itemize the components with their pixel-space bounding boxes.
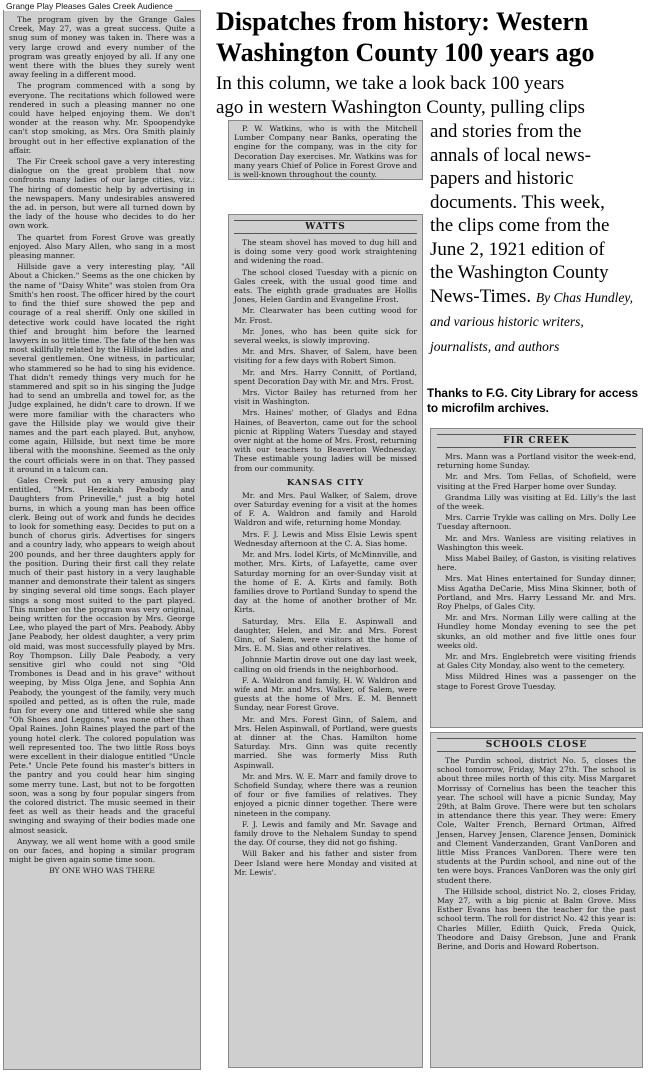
clip-grange-article — [3, 10, 201, 1070]
intro-line: June 2, 1921 edition of — [430, 238, 605, 260]
schools-close-paragraph: The Purdin school, district No. 5, closes the school tomorrow, Friday, May 27th. The school is about three miles north of this city. Miss Margaret Morrissy of Cornelius has been the teacher this year. The school will have a picnic Sunday, May 29th, at Balm Grove. There were but ten scholars in attendance there this year. They were: Emery Cole, Walter French, Bernard Ortman, Alfred Jensen, Harvey Jensen, Clarence Jensen, Dominick and Clement Vanderzanden, Grant VanDoren and little Miss Frances VanDoren. There were ten students at the Purdin school, and nine out of the ten were boys. Frances VanDoren was the only girl student there. — [437, 756, 636, 885]
fir-creek-paragraph: Mrs. Mat Hines entertained for Sunday dinner, Miss Agatha DeCarie, Miss Mina Skinner, both of Portland, and Mrs. Harry Lessand Mr. and Mrs. Roy Phelps, of Gales City. — [437, 574, 636, 612]
intro-line: documents. This week, — [430, 191, 605, 213]
intro-block-top — [216, 72, 646, 119]
kansas-heading: KANSAS CITY — [286, 477, 365, 488]
kansas-paragraph: F. A. Waldron and family, H. W. Waldron and wife and Mr. and Mrs. Walker, of Salem, were guests at the home of Mrs. E. M. Bennett Sunday, near Forest Grove. — [234, 675, 417, 713]
fir-creek-paragraph: Mrs. Carrie Trykle was calling on Mrs. Dolly Lee Tuesday afternoon. — [437, 513, 636, 532]
grange-paragraph: The Fir Creek school gave a very interesting dialogue on the great problem that now confronts many ladies of our large cities, viz.: The hiring of domestic help by advertising in the newspapers. Many undesirables answered the ad. in person, but were all turned down by the lady of the house who decides to do her own work. — [9, 157, 195, 231]
kansas-paragraph: Will Baker and his father and sister from Deer Island were here Monday and visited at Mr. Lewis'. — [234, 849, 417, 877]
fir-creek-paragraph: Mrs. Mann was a Portland visitor the week-end, returning home Sunday. — [437, 452, 636, 471]
grange-paragraph: Hillside gave a very interesting play, "All About a Chicken." Seems as the one chicken by the name of "Daisy White" was stolen from Ora Smith's hen roost. The officer hired by the court to find the thief sure showed the pep and courage of a real sheriff. Only one skilled in detective work could have located the right thief and brought him before the learned lawyers in so little time. The fate of the hen was most skillfully related by the Hillside ladies and several gentlemen. One witness, in particular, who stammered so he had to sing his evidence. That didn't remedy things very much for he stammered and spit so in his singing the Judge had to send an umbrella and towel for, as the Judge explained, he didn't care to drown. If we were more familiar with the characters who gave the Hillside play we would give their names and the part each played. But, anyhow, come again, Hillside, but next time be more liberal with the moonshine. Seemed as the only the court officials were in on that. They passed it around in a talcum can. — [9, 262, 195, 474]
fir-creek-paragraph: Mr. and Mrs. Tom Fellas, of Schofield, were visiting at the Fred Harper home over Sunday. — [437, 472, 636, 491]
intro-line — [430, 285, 646, 359]
watts-paragraph: The school closed Tuesday with a picnic on Gales creek, with the usual good time and eats. The eighth grade graduates are Hollis Jones, Helen Gardin and Evangeline Frost. — [234, 267, 417, 305]
fir-creek-heading: FIR CREEK — [437, 434, 636, 448]
grange-paragraph: The program commenced with a song by everyone. The recitations which followed were rendered in such a pleasing manner no one could have helped enjoying them. We don't wonder at the reason why. Mr. Spoopendyke can't stop smoking, as Mrs. Ora Smith plainly brought out in her effective explanation of the affair. — [9, 81, 195, 155]
intro-line: annals of local news- — [430, 144, 591, 166]
intro-last-line: News-Times. — [430, 285, 532, 307]
watts-paragraph: Mrs. Haines' mother, of Gladys and Edna Haines, of Beaverton, came out for the school picnic at Rippling Waters Tuesday and stayed over night at the home of Mrs. Frost, returning with our teachers to Beaverton Wednesday. These estimable young ladies will be missed from our community. — [234, 408, 417, 473]
intro-line: papers and historic — [430, 168, 574, 189]
watts-paragraph: Mr. and Mrs. Shaver, of Salem, have been visiting for a few days with Robert Simon. — [234, 347, 417, 366]
watts-paragraph: Mr. and Mrs. Harry Connitt, of Portland, spent Decoration Day with Mr. and Mrs. Frost. — [234, 367, 417, 386]
grange-paragraph: Anyway, we all went home with a good smile on our faces, and hoping a similar program might be given again some time soon. — [9, 836, 195, 865]
intro-line: the Washington County — [430, 262, 609, 283]
clip-schools-close — [430, 732, 643, 1068]
fir-creek-paragraph: Mr. and Mrs. Norman Lilly were calling at the Hundley home Monday evening to see the pet skunks, an old mother and five little ones four weeks old. — [437, 613, 636, 650]
fir-creek-paragraph: Mr. and Mrs. Wanless are visiting relatives in Washington this week. — [437, 533, 636, 552]
byline: By Chas Hundley, and various historic writers, journalists, and authors — [430, 289, 634, 354]
kansas-paragraph: Saturday, Mrs. Ella E. Aspinwall and daughter, Helen, and Mr. and Mrs. Forest Ginn, of Salem, were visitors at the home of Mrs. E. M. Sias and other relatives. — [234, 616, 417, 654]
intro-line: ago in western Washington County, pulling clips — [216, 96, 585, 118]
grange-paragraph: Gales Creek put on a very amusing play entitled, "Mrs. Hezekiah Peabody and Daughters from Prineville," just a big hotel burns, in which a young man has been office clerk. Being out of work and funds he decides to look for something easy. Decides to put on a bunch of chorus girls. Advertises for singers and a country lady, who appears to weigh about 200 pounds, and her three daughters apply for the position. During their first call they relate much of their past history in a very laughable manner and demonstrate their talent as singers by singing several old time songs. Each player sings a song most suited to the part played. This number on the program was very original, being written for the occasion by Mrs. George Lee, who played the part of Mrs. Peabody. Abby Jane Peabody, her oldest daughter, a very prim old maid, was most successfully played by Mrs. Roy Thompson. Lilly Dale Peabody, a very sensitive girl who could not sing "Old Trombones is Dead and in his grave" without weeping, by Miss Olga Jene, and Sophia Ann Peabody, the youngest of the family, very much spoiled and petted, as is often the rule, made fun for every one and tittered while she sang "Oh Shoes and Leggons," was none other than Opal Raines. John Raines played the part of the young hotel clerk. The colored population was well represented too. The two little Ross boys were excellent in their dialogue entitled "Uncle Pete." Uncle Pete found his master's bitters in the pantry and you could hear him singing some merry tune. Last, but not to be forgotten soon, was a song by four popular singers from the colored district. The music seemed in their feet as well as their heads and the graceful swinging and swaying of their bodies made one almost seasick. — [9, 475, 195, 835]
thanks-note: Thanks to F.G. City Library for access to microfilm archives. — [427, 386, 639, 415]
clip-fir-creek — [430, 428, 643, 728]
kansas-paragraph: Mr. and Mrs. Forest Ginn, of Salem, and Mrs. Helen Aspinwall, of Portland, were guests at dinner at the Chas. Hamilton home Saturday. Mrs. Ginn was quite recently married. She was formerly Miss Ruth Aspinwall. — [234, 714, 417, 770]
intro-line: and stories from the — [430, 121, 582, 142]
kansas-paragraph: Mr. and Mrs. Iodel Kirts, of McMinnville, and mother, Mrs. Kirts, of Lafayette, came over Saturday morning for an over-Sunday visit at the home of E. A. Kirts and family. Both families drove to Portland Sunday to spend the day at the home of another brother of Mr. Kirts. — [234, 550, 417, 615]
schools-close-paragraph: The Hillside school, district No. 2, closes Friday, May 27, with a big picnic at Balm Grove. Miss Esther Evans has been the teacher for the past school term. The roll for district No. 42 this year is: Charles Miller, Ediith Quick, Freda Quick, Theodore and Daisy Grebson, June and Frank Berine, and Doris and Howard Robertson. — [437, 886, 636, 952]
watts-paragraph: Mrs. Victor Bailey has returned from her visit in Washington. — [234, 388, 417, 407]
kansas-paragraph: F. J. Lewis and family and Mr. Savage and family drove to the Nehalem Sunday to spend the day. Of course, they did not go fishing. — [234, 819, 417, 848]
fir-creek-paragraph: Mr. and Mrs. Englebretch were visiting friends at Gales City Monday, also went to the cemetery. — [437, 652, 636, 671]
watkins-paragraph: P. W. Watkins, who is with the Mitchell Lumber Company near Banks, operating the engine for the company, was in the city for Decoration Day exercises. Mr. Watkins was for many years Chief of Police in Forest Grove and is well-known throughout the county. — [234, 124, 417, 180]
watts-paragraph: Mr. Jones, who has been quite sick for several weeks, is slowly improving. — [234, 326, 417, 346]
intro-block-side — [430, 120, 646, 358]
clip-watkins — [228, 120, 423, 180]
intro-line: In this column, we take a look back 100 years — [216, 73, 565, 94]
kansas-paragraph: Johnnie Martin drove out one day last week, calling on old friends in the neighborhood. — [234, 655, 417, 674]
fir-creek-paragraph: Grandma Lilly was visiting at Ed. Lilly's the last of the week. — [437, 492, 636, 512]
grange-signoff: BY ONE WHO WAS THERE — [49, 866, 155, 876]
page-headline: Dispatches from history: Western Washington County 100 years ago — [216, 7, 595, 67]
fir-creek-paragraph: Miss Mabel Bailey, of Gaston, is visiting relatives here. — [437, 554, 636, 573]
kansas-paragraph: Mr. and Mrs. Paul Walker, of Salem, drove over Saturday evening for a visit at the homes of F. A. Waldron and family and Harold Waldron and wife, returning home Monday. — [234, 490, 417, 528]
kansas-paragraph: Mr. and Mrs. W. E. Marr and family drove to Schofield Sunday, where there was a reunion of four or five families of relatives. They enjoyed a picnic dinner together. There were nineteen in the company. — [234, 771, 417, 818]
fir-creek-paragraph: Miss Mildred Hines was a passenger on the stage to Forest Grove Tuesday. — [437, 672, 636, 691]
grange-paragraph: The program given by the Grange Gales Creek, May 27, was a great success. Quite a snug sum of money was taken in. There was a very large crowd and every number of the program was greatly enjoyed by all. If any one went there with the blues they surely went away feeling in a different mood. — [9, 15, 195, 80]
intro-line: the clips come from the — [430, 215, 610, 236]
grange-paragraph: The quartet from Forest Grove was greatly enjoyed. Also Mary Allen, who sang in a most pleasing manner. — [9, 232, 195, 261]
schools-close-heading: SCHOOLS CLOSE — [437, 738, 636, 752]
clip-caption: Grange Play Pleases Gales Creek Audience — [6, 1, 173, 11]
kansas-paragraph: Mrs. F. J. Lewis and Miss Elsie Lewis spent Wednesday afternoon at the C. A. Sias home. — [234, 529, 417, 548]
watts-heading: WATTS — [234, 220, 417, 234]
clip-watts-kansas — [228, 214, 423, 1068]
watts-paragraph: The steam shovel has moved to dug hill and is doing some very good work straightening and widening the road. — [234, 238, 417, 266]
watts-paragraph: Mr. Clearwater has been cutting wood for Mr. Frost. — [234, 306, 417, 325]
